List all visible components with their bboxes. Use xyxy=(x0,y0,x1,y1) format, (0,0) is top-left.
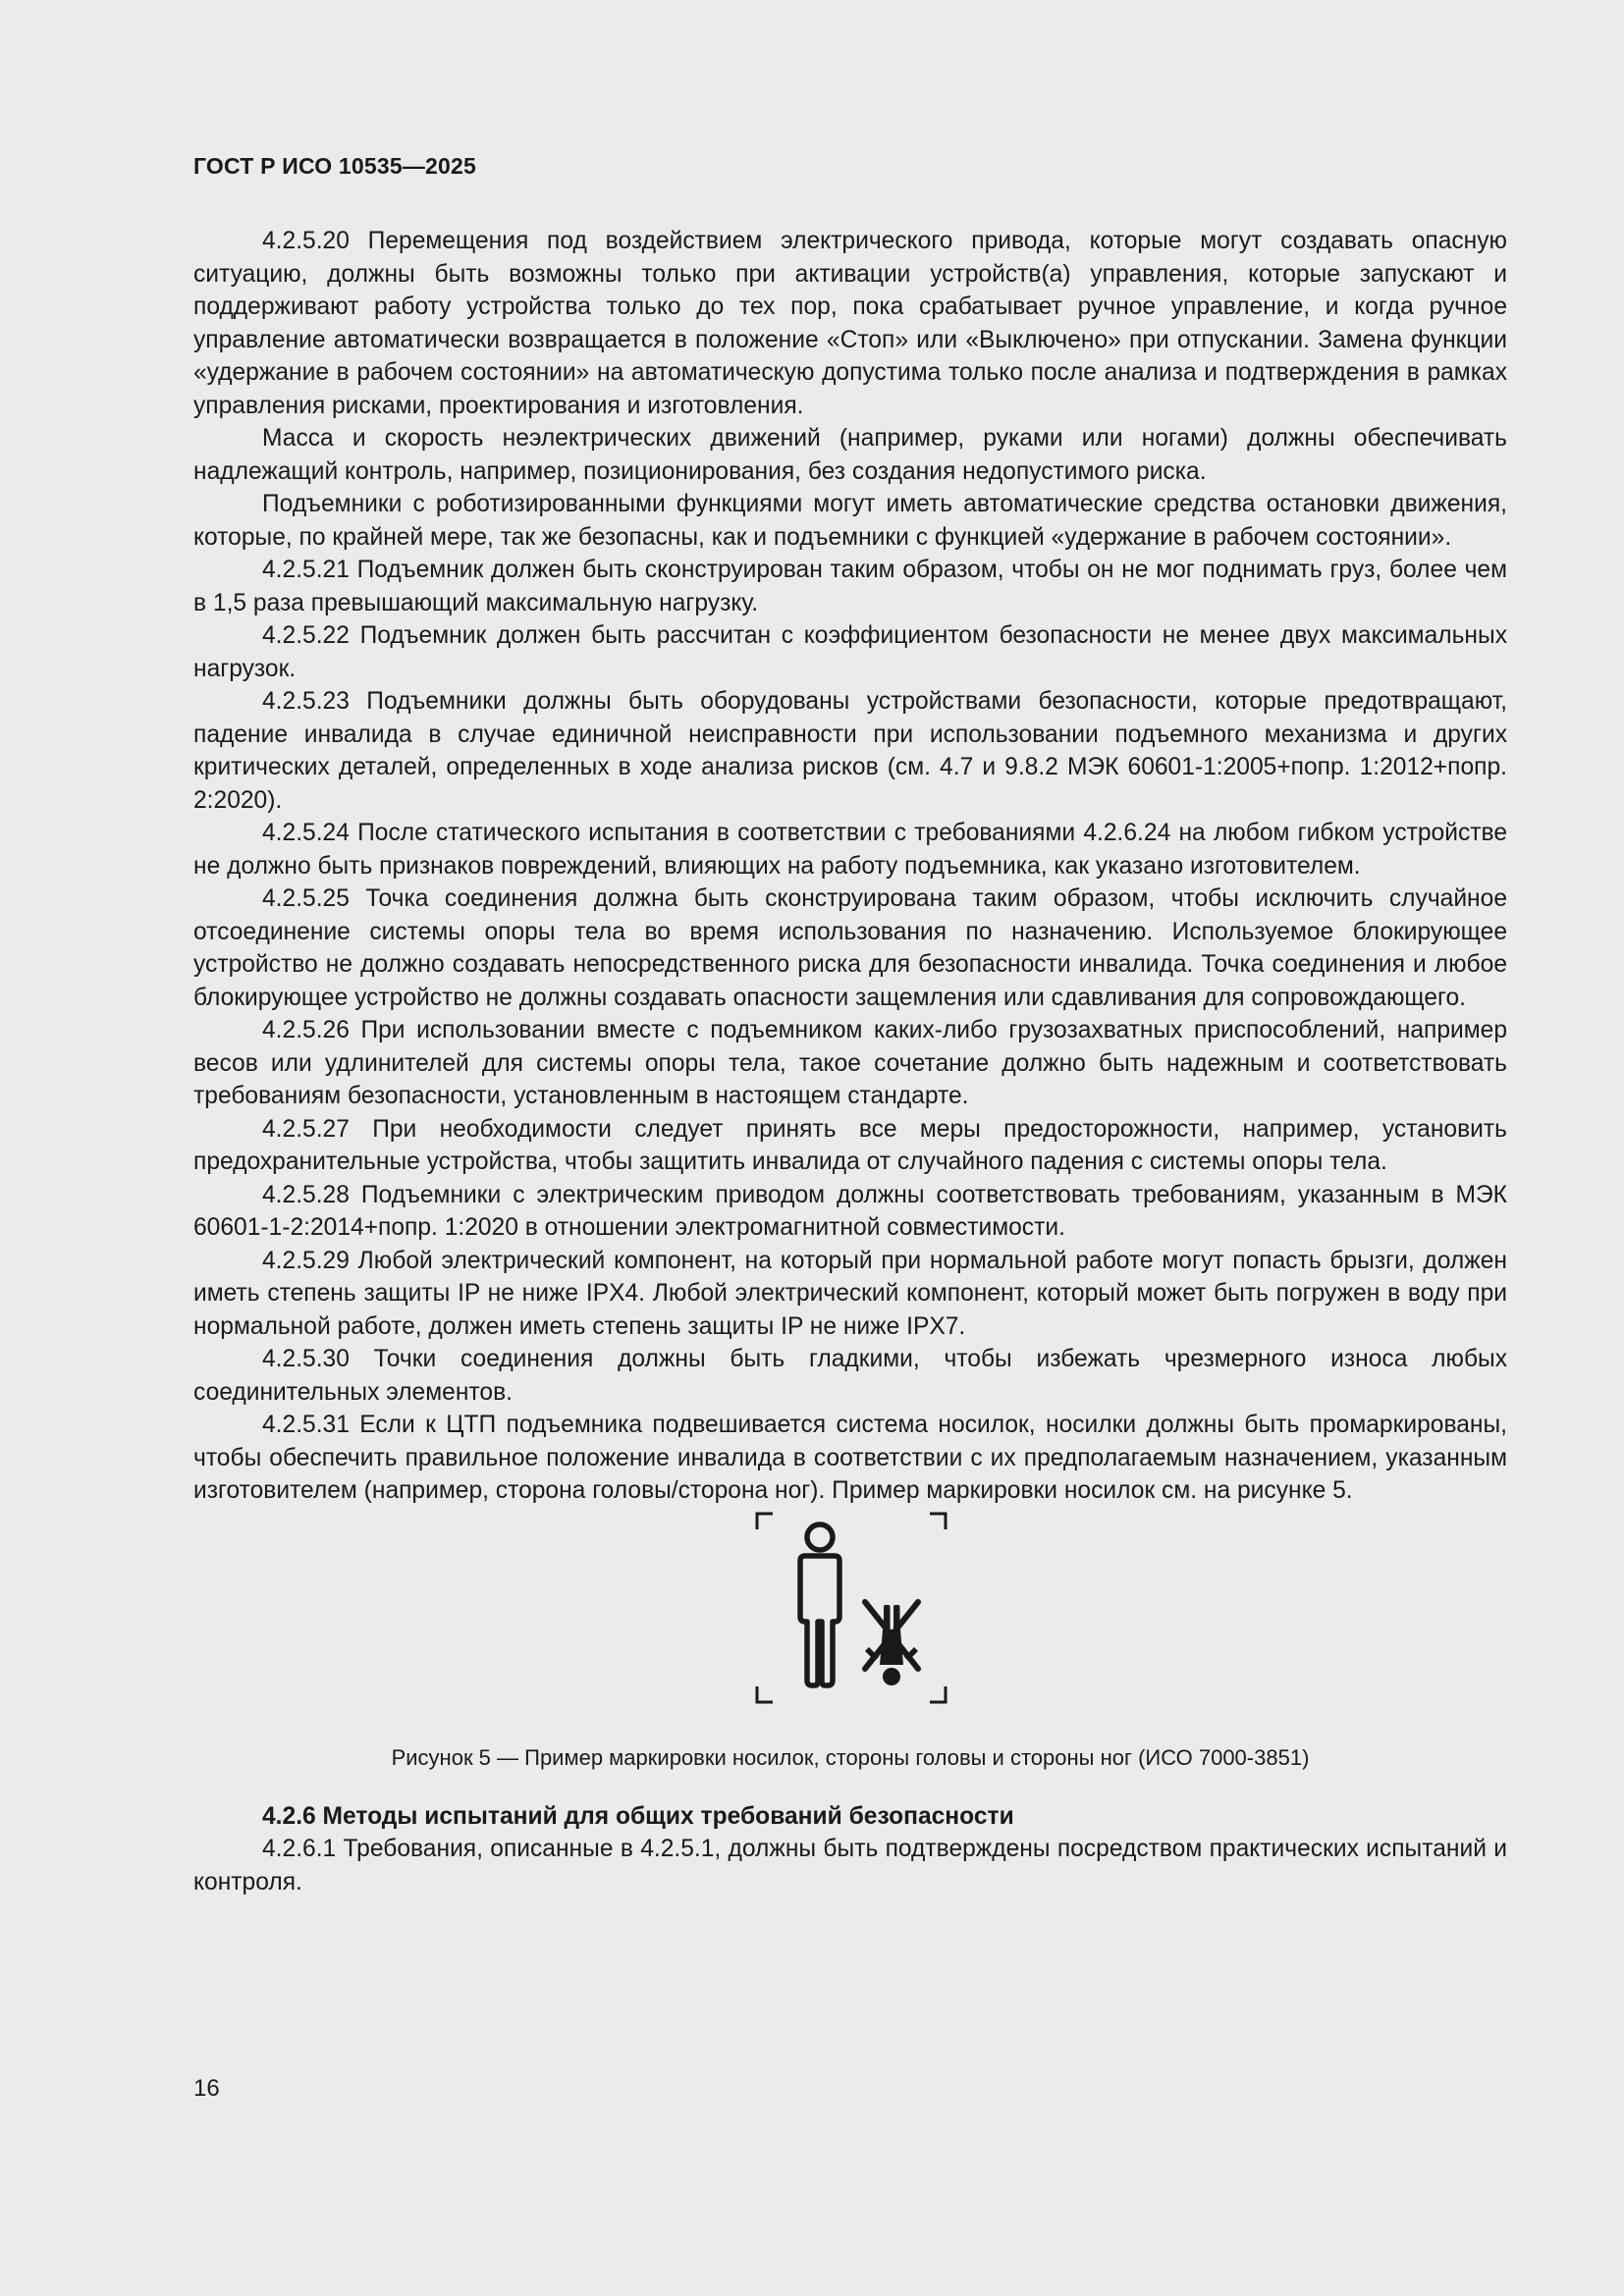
page-content xyxy=(193,225,1507,1898)
paragraph-4-2-5-23: 4.2.5.23 Подъемники должны быть оборудованы устройствами безопасности, которые предотвращают, падение инвалида в случае единичной неисправности при использовании подъемного механизма и других критических деталей, определенных в ходе анализа рисков (см. 4.7 и 9.8.2 МЭК 60601-1:2005+попр. 1:2012+попр. 2:2020). xyxy=(193,688,1507,814)
paragraph-4-2-6-1: 4.2.6.1 Требования, описанные в 4.2.5.1, должны быть подтверждены посредством практических испытаний и контроля. xyxy=(193,1836,1507,1896)
paragraph-4-2-5-31: 4.2.5.31 Если к ЦТП подъемника подвешивается система носилок, носилки должны быть промаркированы, чтобы обеспечить правильное положение инвалида в соответствии с их предполагаемым назначением, указанным изготовителем (например, сторона головы/сторона ног). Пример маркировки носилок см. на рисунке 5. xyxy=(193,1412,1507,1504)
paragraph-4-2-5-29: 4.2.5.29 Любой электрический компонент, на который при нормальной работе могут попасть брызги, должен иметь степень защиты IP не ниже IPX4. Любой электрический компонент, который может быть погружен в воду при нормальной работе, должен иметь степень защиты IP не ниже IPX7. xyxy=(193,1247,1507,1340)
standard-header: ГОСТ Р ИСО 10535—2025 xyxy=(193,153,477,179)
section-heading-4-2-6: 4.2.6 Методы испытаний для общих требований безопасности xyxy=(262,1802,1014,1830)
paragraph-4-2-5-21: 4.2.5.21 Подъемник должен быть сконструирован таким образом, чтобы он не мог поднимать груз, более чем в 1,5 раза превышающий максимальную нагрузку. xyxy=(193,557,1507,616)
paragraph-4-2-5-22: 4.2.5.22 Подъемник должен быть рассчитан с коэффициентом безопасности не менее двух максимальных нагрузок. xyxy=(193,622,1507,682)
paragraph-4-2-5-28: 4.2.5.28 Подъемники с электрическим приводом должны соответствовать требованиям, указанным в МЭК 60601-1-2:2014+попр. 1:2020 в отношении электромагнитной совместимости. xyxy=(193,1181,1507,1241)
paragraph-4-2-5-25: 4.2.5.25 Точка соединения должна быть сконструирована таким образом, чтобы исключить случайное отсоединение системы опоры тела во время использования по назначению. Используемое блокирующее устройство не должно создавать непосредственного риска для безопасности инвалида. Точка соединения и любое блокирующее устройство не должны создавать опасности защемления или сдавливания для сопровождающего. xyxy=(193,885,1507,1011)
paragraph-4-2-5-27: 4.2.5.27 При необходимости следует принять все меры предосторожности, например, установить предохранительные устройства, чтобы защитить инвалида от случайного падения с системы опоры тела. xyxy=(193,1115,1507,1175)
paragraph-4-2-5-20: 4.2.5.20 Перемещения под воздействием электрического привода, которые могут создавать опасную ситуацию, должны быть возможны только при активации устройств(а) управления, которые запускают и поддерживают работу устройства только до тех пор, пока срабатывает ручное управление, и когда ручное управление автоматически возвращается в положение «Стоп» или «Выключено» при отпускании. Замена функции «удержание в рабочем состоянии» на автоматическую допустима только после анализа и подтверждения в рамках управления рисками, проектирования и изготовления. xyxy=(193,228,1507,419)
paragraph-robotic-lifts: Подъемники с роботизированными функциями могут иметь автоматические средства остановки движения, которые, по крайней мере, так же безопасны, как и подъемники с функцией «удержание в рабочем состоянии». xyxy=(193,491,1507,551)
stretcher-head-foot-marking-icon xyxy=(755,1512,947,1704)
figure-caption: Рисунок 5 — Пример маркировки носилок, стороны головы и стороны ног (ИСО 7000-3851) xyxy=(391,1744,1310,1770)
paragraph-mass-speed: Масса и скорость неэлектрических движений (например, руками или ногами) должны обеспечивать надлежащий контроль, например, позиционирования, без создания недопустимого риска. xyxy=(193,425,1507,485)
paragraph-4-2-5-24: 4.2.5.24 После статического испытания в соответствии с требованиями 4.2.6.24 на любом гибком устройстве не должно быть признаков повреждений, влияющих на работу подъемника, как указано изготовителем. xyxy=(193,820,1507,880)
page-number: 16 xyxy=(193,2075,220,2102)
figure-5 xyxy=(193,1512,1507,1737)
paragraph-4-2-5-26: 4.2.5.26 При использовании вместе с подъемником каких-либо грузозахватных приспособлений, например весов или удлинителей для системы опоры тела, такое сочетание должно быть надежным и соответствовать требованиям безопасности, установленным в настоящем стандарте. xyxy=(193,1017,1507,1109)
paragraph-4-2-5-30: 4.2.5.30 Точки соединения должны быть гладкими, чтобы избежать чрезмерного износа любых соединительных элементов. xyxy=(193,1346,1507,1406)
